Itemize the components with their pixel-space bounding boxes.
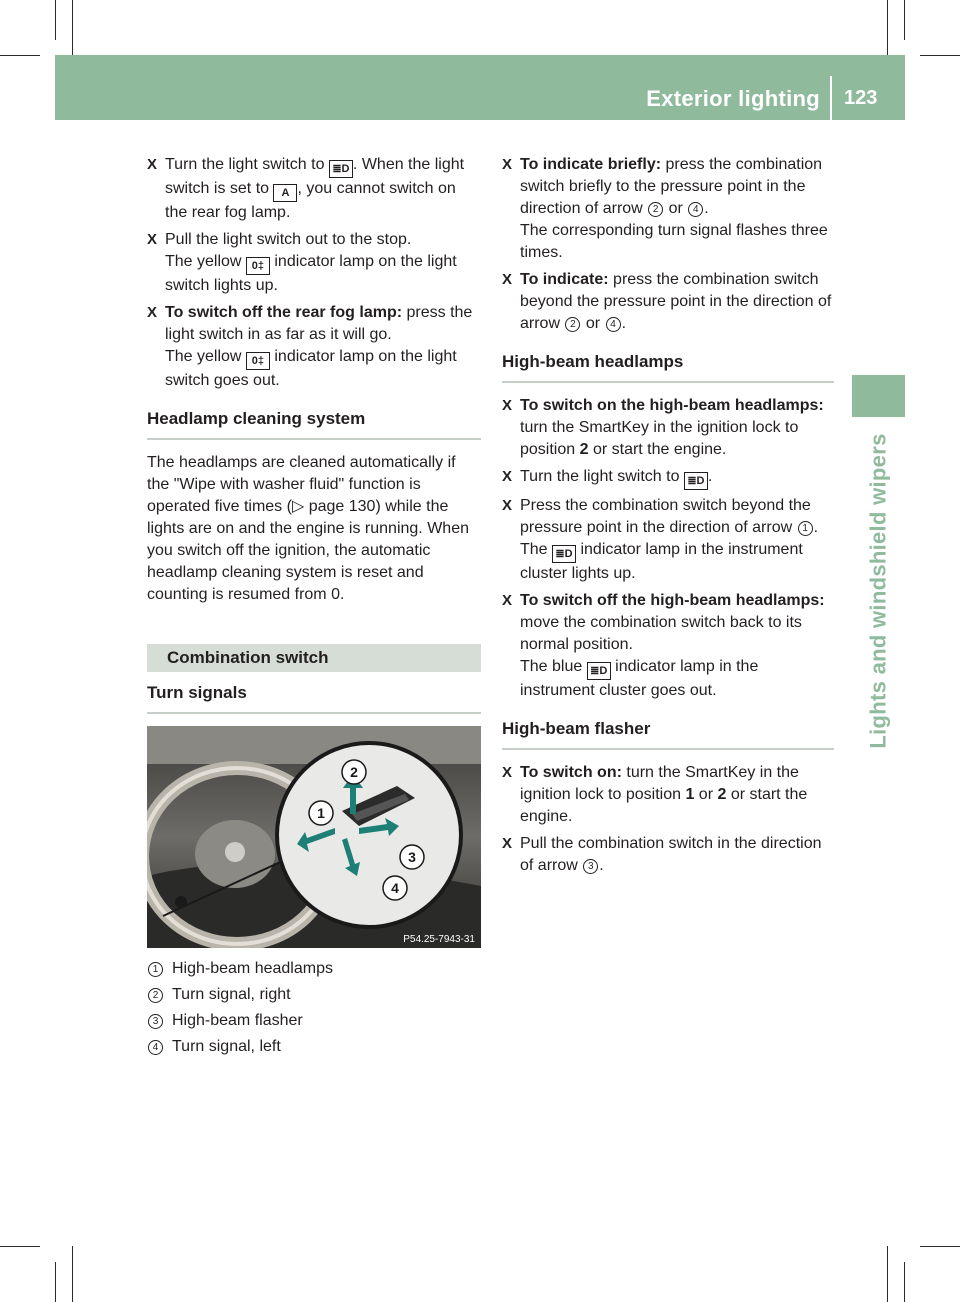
list-item: 3 High-beam flasher [147,1010,481,1032]
header-divider [830,76,832,120]
photo-label-2: 2 [350,764,358,780]
high-beam-heading: High-beam headlamps [502,351,834,383]
left-column [147,154,481,1062]
crop-mark [72,1246,73,1302]
crop-mark [55,1262,56,1302]
step-marker-icon: X [147,231,158,248]
rear-fog-lamp-icon: 0‡ [246,352,270,370]
page-number: 123 [844,87,878,109]
rear-fog-lamp-icon: 0‡ [246,257,270,275]
high-beam-flasher-heading: High-beam flasher [502,718,834,750]
step-item: X Turn the light switch to ≣D . [502,466,834,490]
crop-mark [887,0,888,55]
crop-mark [920,1246,960,1247]
crop-mark [904,1262,905,1302]
step-item: X To indicate: press the combination switch beyond the pressure point in the direction of arrow 2 or 4 . [502,271,832,332]
low-beam-icon: ≣D [329,160,353,178]
list-item: 2 Turn signal, right [147,984,481,1006]
step-marker-icon: X [502,271,513,288]
photo-label-3: 3 [408,849,416,865]
side-tab [849,431,909,751]
step-item: X To switch on: turn the SmartKey in the ignition lock to position 1 or 2 or start the engine. [502,764,808,825]
step-marker-icon: X [147,156,158,173]
step-marker-icon: X [502,397,513,414]
combination-switch-photo [147,726,481,948]
step-item: X To switch off the high-beam headlamps: move the combination switch back to its normal position. The blue ≣D indicator lamp in the instrument cluster goes out. [502,592,825,699]
crop-mark [0,55,40,56]
step-marker-icon: X [147,304,158,321]
legend-number: 3 [148,1014,163,1029]
step-item: X Press the combination switch beyond the pressure point in the direction of arrow 1 . The ≣D indicator lamp in the instrument cluster lights up. [502,497,819,582]
step-item: X Pull the combination switch in the direction of arrow 3 . [502,835,822,874]
step-item: X To indicate briefly: press the combination switch briefly to the pressure point in the direction of arrow 2 or 4 . The corresponding turn signal flashes three times. [502,156,828,261]
photo-label-1: 1 [317,805,325,821]
legend-number: 1 [148,962,163,977]
list-item: 1 High-beam headlamps [147,958,481,980]
photo-code: P54.25-7943-31 [403,934,475,945]
step-marker-icon: X [502,592,513,609]
section-title: Exterior lighting [646,86,820,111]
auto-light-icon: A [273,184,297,202]
legend-number: 2 [148,988,163,1003]
step-marker-icon: X [502,764,513,781]
crop-mark [55,0,56,40]
step-marker-icon: X [502,497,513,514]
high-beam-icon: ≣D [552,545,576,563]
low-beam-icon: ≣D [684,472,708,490]
step-marker-icon: X [502,468,513,485]
turn-signals-heading: Turn signals [147,682,481,714]
crop-mark [0,1246,40,1247]
headlamp-cleaning-paragraph: The headlamps are cleaned automatically if the "Wipe with washer fluid" function is operated five times (▷ page 130) while the lights are on and the engine is running. When you switch off the ignition, the automatic headlamp cleaning system is reset and counting is resumed from 0. [147,454,469,603]
high-beam-icon: ≣D [587,662,611,680]
side-tab-block [852,375,905,417]
photo-label-4: 4 [391,880,399,896]
combination-switch-band: Combination switch [147,644,481,672]
list-item: 4 Turn signal, left [147,1036,481,1058]
legend-list [147,958,481,1058]
step-marker-icon: X [502,156,513,173]
crop-mark [904,0,905,40]
step-item: X Pull the light switch out to the stop. The yellow 0‡ indicator lamp on the light switch lights up. [147,231,457,294]
legend-number: 4 [148,1040,163,1055]
side-tab-label: Lights and windshield wipers [866,433,891,749]
right-column [502,154,834,882]
headlamp-cleaning-heading: Headlamp cleaning system [147,408,481,440]
crop-mark [887,1246,888,1302]
step-item: X To switch off the rear fog lamp: press the light switch in as far as it will go. The yellow 0‡ indicator lamp on the light switch goes out. [147,304,473,389]
step-marker-icon: X [502,835,513,852]
crop-mark [920,55,960,56]
crop-mark [72,0,73,55]
step-item: X To switch on the high-beam headlamps: turn the SmartKey in the ignition lock to position 2 or start the engine. [502,397,824,458]
step-item: X Turn the light switch to ≣D . When the light switch is set to A , you cannot switch on the rear fog lamp. [147,156,465,221]
